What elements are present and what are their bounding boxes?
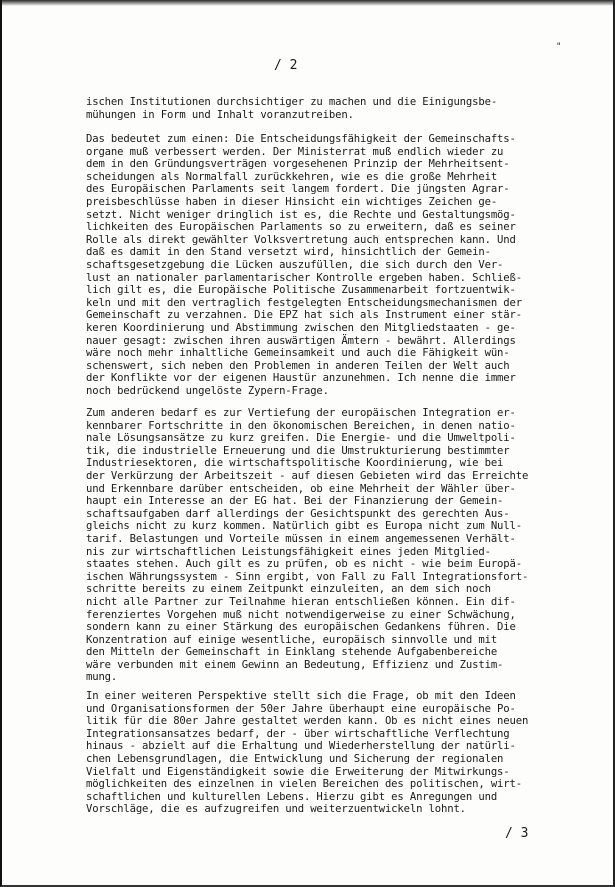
paragraph-2: Das bedeutet zum einen: Die Entscheidungsfähigkeit der Gemeinschafts- organe muß verbessert werden. Der Ministerrat muß endlich wieder zu dem in den Gründungsverträgen vorgesehenen Prinzip der Mehrheitsent- scheidungen als Normalfall zurückkehren, wie es die große Mehrheit des Europäischen Parlaments seit langem fordert. Die jüngsten Agrar- preisbeschlüsse haben in dieser Hinsicht ein wichtiges Zeichen ge- setzt. Nicht weniger dringlich ist es, die Rechte und Gestaltungsmög- lichkeiten des Europäischen Parlaments so zu erweitern, daß es seiner Rolle als direkt gewählter Volksvertretung auch entsprechen kann. Und daß es damit in den Stand versetzt wird, hinsichtlich der Gemein- schaftsgesetzgebung die Lücken auszufüllen, die sich durch den Ver- lust an nationaler parlamentarischer Kontrolle ergeben haben. Schließ- lich gilt es, die Europäische Politische Zusammenarbeit fortzuentwik- keln und mit den vertraglich festgelegten Entscheidungsmechanismen der Gemeinschaft zu verzahnen. Die EPZ hat sich als Instrument einer stär- keren Koordinierung und Abstimmung zwischen den Mitgliedstaaten - ge- nauer gesagt: zwischen ihren auswärtigen Ämtern - bewährt. Allerdings wäre noch mehr inhaltliche Gemeinsamkeit und auch die Fähigkeit wün- schenswert, sich neben den Problemen in anderen Teilen der Welt auch der Konflikte vor der eigenen Haustür anzunehmen. Ich nenne die immer noch bedrückend ungelöste Zypern-Frage. <box>86 133 522 397</box>
next-page-marker: / 3 <box>505 826 529 841</box>
paragraph-1: ischen Institutionen durchsichtiger zu machen und die Einigungsbe- mühungen in Form und Inhalt voranzutreiben. <box>86 96 498 121</box>
paragraph-4: In einer weiteren Perspektive stellt sich die Frage, ob mit den Ideen und Organisationsformen der 50er Jahre überhaupt eine europäische Po- litik für die 80er Jahre gestaltet werden kann. Ob es nicht eines neuen Integrationsansatzes bedarf, der - über wirtschaftliche Verflechtung hinaus - abzielt auf die Erhaltung und Wiederherstellung der natürli- chen Lebensgrundlagen, die Entwicklung und Sicherung der regionalen Vielfalt und Eigenständigkeit sowie die Erweiterung der Mitwirkungs- möglichkeiten des einzelnen in vielen Bereichen des politischen, wirt- schaftlichen und kulturellen Lebens. Hierzu gibt es Anregungen und Vorschläge, die es aufzugreifen und weiterzuentwickeln lohnt. <box>86 690 529 816</box>
page-number: / 2 <box>274 58 298 73</box>
paragraph-3: Zum anderen bedarf es zur Vertiefung der europäischen Integration er- kennbarer Fortschritte in den ökonomischen Bereichen, in denen natio- nale Lösungsansätze zu kurz greifen. Die Energie- und die Umweltpoli- tik, die industrielle Erneuerung und die Umstrukturierung bestimmter Industriesektoren, die wirtschaftspolitische Koordinierung, wie bei der Verkürzung der Arbeitszeit - auf diesen Gebieten wird das Erreichte und Erkennbare darüber entscheiden, ob eine Mehrheit der Wähler über- haupt ein Interesse an der EG hat. Bei der Finanzierung der Gemein- schaftsaufgaben darf allerdings der Gesichtspunkt des gerechten Aus- gleichs nicht zu kurz kommen. Natürlich gibt es Europa nicht zum Null- tarif. Belastungen und Vorteile müssen in einem angemessenen Verhält- nis zur wirtschaftlichen Leistungsfähigkeit eines jeden Mitglied- staates stehen. Auch gilt es zu prüfen, ob es nicht - wie beim Europä- ischen Währungssystem - Sinn ergibt, von Fall zu Fall Integrationsfort- schritte bereits zu einem Zeitpunkt einzuleiten, an dem sich noch nicht alle Partner zur Teilnahme hieran entschließen können. Ein dif- ferenziertes Vorgehen muß nicht notwendigerweise zu einer Schwächung, sondern kann zu einer Stärkung des europäischen Gedankens führen. Die Konzentration auf einige wesentliche, europäisch sinnvolle und mit den Mitteln der Gemeinschaft in Einklang stehende Aufgabenbereiche wäre verbunden mit einem Gewinn an Bedeutung, Effizienz und Zustim- mung. <box>86 407 529 684</box>
scan-edge <box>2 0 613 6</box>
corner-mark: " <box>556 42 562 52</box>
